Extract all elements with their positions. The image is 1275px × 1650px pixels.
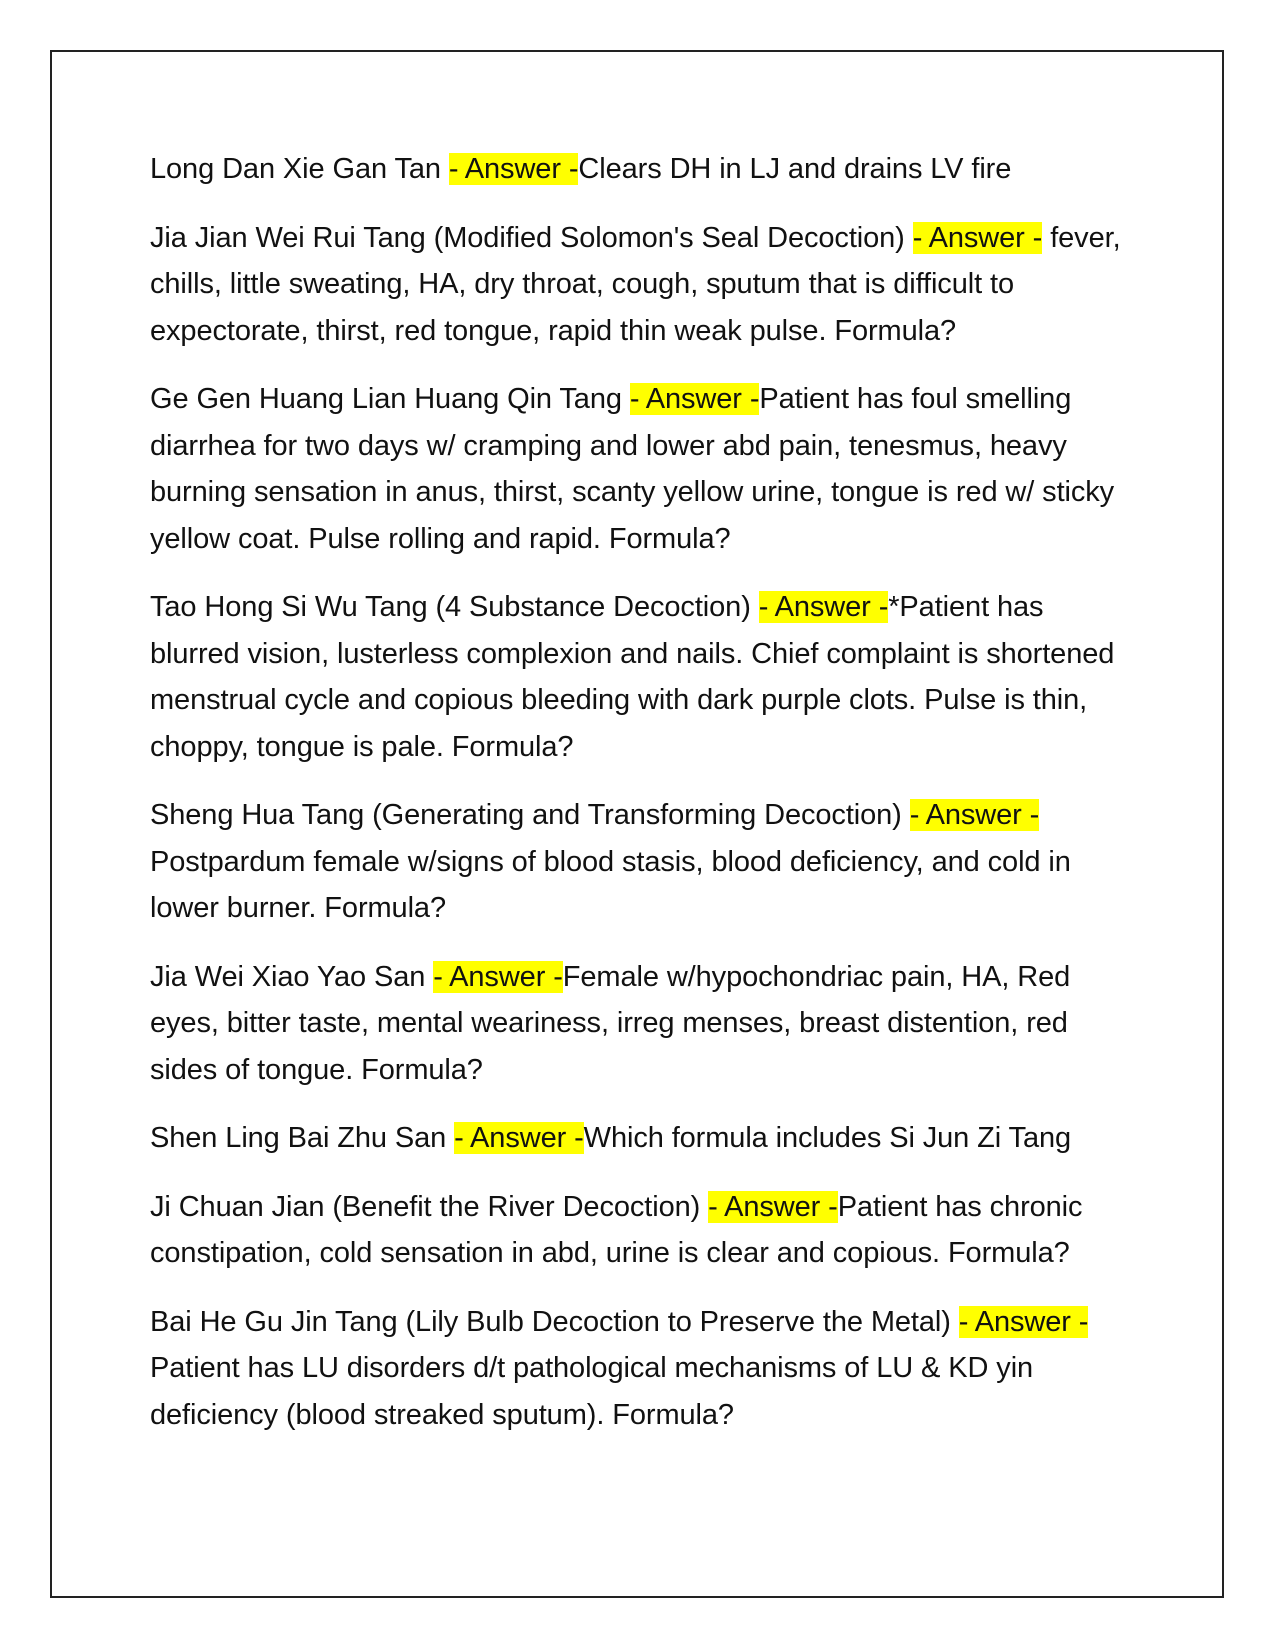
entry-term: Long Dan Xie Gan Tan — [150, 153, 449, 185]
entry-term: Jia Wei Xiao Yao San — [150, 960, 434, 993]
answer-marker: - Answer - — [629, 383, 760, 415]
document-body — [150, 146, 1135, 1460]
answer-marker: - Answer - — [958, 1305, 1089, 1338]
entry-definition: Patient has LU disorders d/t pathological mechanisms of LU & KD yin deficiency (blood streaked sputum). Formula? — [150, 1352, 1034, 1431]
entry-definition: Postpardum female w/signs of blood stasis, blood deficiency, and cold in lower burner. Formula? — [150, 845, 1071, 924]
entry-bai-he-gu-jin-tang — [150, 1299, 1135, 1439]
entry-jia-jian-wei-rui-tang — [150, 215, 1135, 355]
entry-term: Shen Ling Bai Zhu San — [150, 1122, 455, 1154]
entry-term: Sheng Hua Tang (Generating and Transforming Decoction) — [150, 799, 910, 831]
answer-marker: - Answer - — [708, 1190, 838, 1223]
entry-definition: Clears DH in LJ and drains LV fire — [578, 153, 1012, 185]
entry-definition: fever, chills, little sweating, HA, dry throat, cough, sputum that is difficult to expectorate, thirst, red tongue, rapid thin weak pulse. Formula? — [150, 221, 1121, 347]
entry-definition: *Patient has blurred vision, lusterless complexion and nails. Chief complaint is shortened menstrual cycle and copious bleeding with dark purple clots. Pulse is thin, choppy, tongue is pale. Formula? — [150, 591, 1115, 763]
entry-term: Bai He Gu Jin Tang (Lily Bulb Decoction to Preserve the Metal) — [150, 1305, 959, 1338]
answer-marker: - Answer - — [448, 153, 579, 185]
answer-marker: - Answer - — [912, 221, 1043, 254]
entry-shen-ling-bai-zhu-san — [150, 1115, 1135, 1162]
entry-term: Jia Jian Wei Rui Tang (Modified Solomon's Seal Decoction) — [150, 221, 913, 254]
entry-definition: Which formula includes Si Jun Zi Tang — [583, 1122, 1072, 1154]
entry-sheng-hua-tang — [150, 792, 1135, 932]
answer-marker: - Answer - — [454, 1122, 584, 1154]
entry-term: Ge Gen Huang Lian Huang Qin Tang — [150, 383, 630, 415]
answer-marker: - Answer - — [909, 799, 1040, 831]
entry-definition: Patient has chronic constipation, cold sensation in abd, urine is clear and copious. Formula? — [150, 1190, 1083, 1269]
entry-term: Ji Chuan Jian (Benefit the River Decoction) — [150, 1190, 709, 1223]
entry-tao-hong-si-wu-tang — [150, 584, 1135, 770]
entry-long-dan-xie-gan-tan — [150, 146, 1135, 193]
entry-ge-gen-huang-lian-huang-qin-tang — [150, 376, 1135, 562]
answer-marker: - Answer - — [758, 591, 889, 623]
entry-jia-wei-xiao-yao-san — [150, 954, 1135, 1094]
entry-term: Tao Hong Si Wu Tang (4 Substance Decoction) — [150, 591, 759, 623]
entry-definition: Female w/hypochondriac pain, HA, Red eyes, bitter taste, mental weariness, irreg menses, breast distention, red sides of tongue. Formula? — [150, 960, 1071, 1086]
answer-marker: - Answer - — [433, 960, 563, 993]
entry-ji-chuan-jian — [150, 1184, 1135, 1277]
entry-definition: Patient has foul smelling diarrhea for two days w/ cramping and lower abd pain, tenesmus, heavy burning sensation in anus, thirst, scanty yellow urine, tongue is red w/ sticky yellow coat. Pulse rolling and rapid. Formula? — [150, 383, 1115, 555]
